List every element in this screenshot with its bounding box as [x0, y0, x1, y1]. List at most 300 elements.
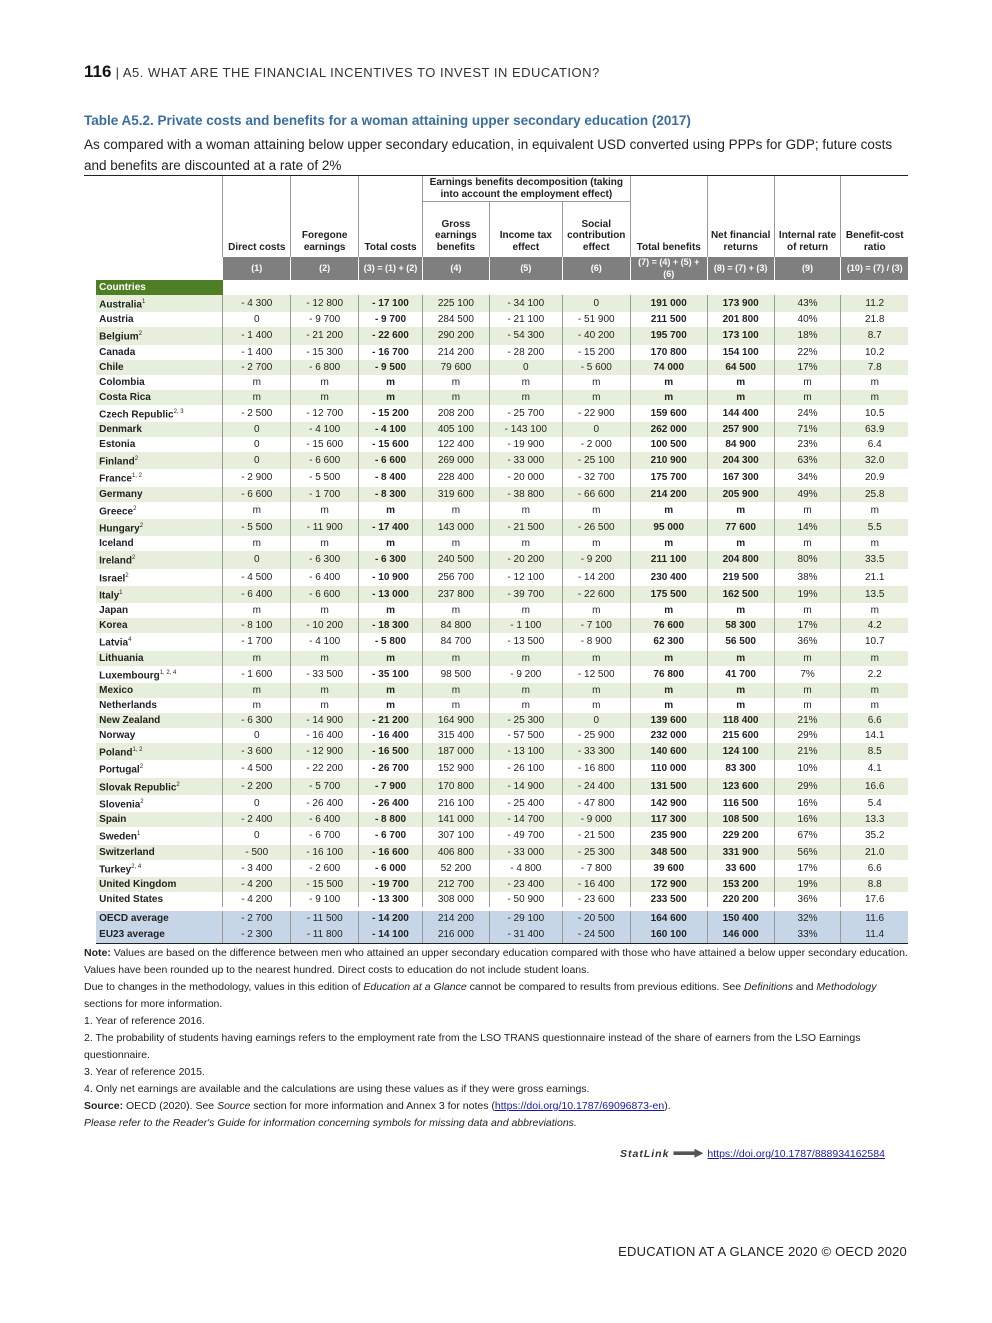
column-number: (5) [489, 257, 562, 280]
table-cell: - 16 100 [291, 845, 359, 860]
table-cell: m [291, 375, 359, 390]
country-label: Australia [99, 299, 142, 311]
table-cell: 110 000 [630, 760, 707, 777]
table-cell: 204 800 [707, 551, 774, 568]
table-cell: 17% [774, 860, 841, 877]
country-label: Israel [99, 572, 126, 584]
table-cell: - 6 400 [291, 812, 359, 827]
table-notes [84, 945, 908, 1132]
table-cell: 17% [774, 360, 841, 375]
table-row [84, 551, 908, 568]
table-cell: m [291, 502, 359, 519]
table-cell: 7.8 [841, 360, 908, 375]
country-name [96, 519, 223, 536]
table-cell: - 6 600 [291, 586, 359, 603]
table-cell: - 26 500 [562, 519, 630, 536]
table-cell: - 4 500 [223, 760, 291, 777]
footnote-1: 1. Year of reference 2016. [84, 1015, 205, 1027]
country-name [96, 827, 223, 844]
table-cell: m [359, 651, 423, 666]
table-cell: - 8 400 [359, 469, 423, 486]
table-row [84, 698, 908, 713]
footnote-marker: 2, 4 [131, 863, 142, 870]
table-cell: - 51 900 [562, 312, 630, 327]
table-cell: - 20 000 [489, 469, 562, 486]
table-cell: 36% [774, 892, 841, 907]
source-label: Source: [84, 1100, 124, 1112]
table-row [84, 312, 908, 327]
table-cell: 10.7 [841, 633, 908, 650]
oecd-column-cell [84, 327, 96, 344]
table-cell: m [630, 603, 707, 618]
table-cell: - 14 700 [489, 812, 562, 827]
country-name [96, 375, 223, 390]
table-cell: 205 900 [707, 487, 774, 502]
table-cell: 214 200 [630, 487, 707, 502]
table-cell: 17% [774, 618, 841, 633]
table-cell: - 6 400 [291, 569, 359, 586]
table-cell: - 21 200 [359, 713, 423, 728]
table-cell: - 16 600 [359, 845, 423, 860]
oecd-column-cell [84, 360, 96, 375]
oecd-column-cell [84, 728, 96, 743]
table-cell: m [841, 375, 908, 390]
table-cell: 0 [223, 452, 291, 469]
table-row [84, 437, 908, 452]
table-cell: 211 100 [630, 551, 707, 568]
table-cell: - 33 300 [562, 743, 630, 760]
table-cell: 131 500 [630, 778, 707, 795]
table-cell: m [291, 603, 359, 618]
table-cell: - 2 700 [223, 911, 291, 927]
table-cell: m [422, 502, 489, 519]
table-cell: m [223, 375, 291, 390]
section-filler [630, 280, 707, 295]
statlink-url[interactable]: https://doi.org/10.1787/888934162584 [707, 1148, 885, 1160]
table-cell: 215 600 [707, 728, 774, 743]
table-cell: m [359, 502, 423, 519]
table-cell: 233 500 [630, 892, 707, 907]
column-header: Foregone earnings [291, 176, 359, 258]
methodology-paragraph [84, 979, 908, 1013]
table-cell: 76 600 [630, 618, 707, 633]
table-cell: m [489, 603, 562, 618]
table-cell: - 13 100 [489, 743, 562, 760]
table-cell: 6.6 [841, 713, 908, 728]
oecd-column-cell [84, 345, 96, 360]
table-cell: m [841, 683, 908, 698]
source-italic: Source [217, 1100, 251, 1112]
table-cell: 0 [489, 360, 562, 375]
table-row [84, 327, 908, 344]
table-cell: - 4 200 [223, 892, 291, 907]
country-name [96, 295, 223, 312]
methodology-text: Due to changes in the methodology, values in this edition of [84, 981, 364, 993]
table-cell: - 11 800 [291, 927, 359, 944]
country-name [96, 795, 223, 812]
country-label: Italy [99, 590, 120, 602]
methodology-definitions: Definitions [743, 981, 793, 993]
country-name [96, 892, 223, 907]
table-cell: 56 500 [707, 633, 774, 650]
table-cell: 0 [223, 312, 291, 327]
table-cell: 240 500 [422, 551, 489, 568]
oecd-column-cell [84, 778, 96, 795]
table-cell: 225 100 [422, 295, 489, 312]
average-row [84, 911, 908, 927]
oecd-column-cell [84, 502, 96, 519]
table-cell: - 57 500 [489, 728, 562, 743]
footnote-marker: 1, 2 [132, 746, 143, 753]
table-cell: - 2 400 [223, 812, 291, 827]
table-cell: m [774, 698, 841, 713]
country-name [96, 651, 223, 666]
table-cell: 10% [774, 760, 841, 777]
table-cell: m [774, 683, 841, 698]
table-cell: 257 900 [707, 422, 774, 437]
table-cell: 84 900 [707, 437, 774, 452]
country-name [96, 618, 223, 633]
table-cell: - 20 200 [489, 551, 562, 568]
table-cell: 201 800 [707, 312, 774, 327]
table-cell: 235 900 [630, 827, 707, 844]
table-cell: 216 000 [422, 927, 489, 944]
section-row [84, 280, 908, 295]
table-cell: 19% [774, 586, 841, 603]
table-cell: - 9 000 [562, 812, 630, 827]
readers-guide-note [84, 1115, 908, 1132]
table-cell: 146 000 [707, 927, 774, 944]
oecd-column-cell [84, 651, 96, 666]
column-number: (8) = (7) + (3) [707, 257, 774, 280]
table-cell: 21.1 [841, 569, 908, 586]
table-cell: m [707, 683, 774, 698]
table-cell: - 6 300 [223, 713, 291, 728]
header-row-group [84, 176, 908, 202]
table-cell: - 8 800 [359, 812, 423, 827]
table-cell: m [774, 375, 841, 390]
table-cell: - 2 500 [223, 405, 291, 422]
table-cell: - 12 800 [291, 295, 359, 312]
table-row [84, 487, 908, 502]
header-separator: | [115, 65, 123, 80]
table-cell: 175 700 [630, 469, 707, 486]
table-cell: - 22 600 [562, 586, 630, 603]
table-cell: 108 500 [707, 812, 774, 827]
table-row [84, 651, 908, 666]
table-cell: - 31 400 [489, 927, 562, 944]
table-cell: - 14 900 [291, 713, 359, 728]
table-cell: m [707, 698, 774, 713]
table-cell: m [422, 651, 489, 666]
table-cell: - 16 400 [562, 877, 630, 892]
country-name [96, 877, 223, 892]
source-text-a: OECD (2020). See [123, 1100, 218, 1112]
table-cell: - 23 400 [489, 877, 562, 892]
column-number: (9) [774, 257, 841, 280]
table-cell: 212 700 [422, 877, 489, 892]
country-label: Chile [99, 361, 124, 373]
table-cell: 80% [774, 551, 841, 568]
table-cell: - 33 500 [291, 666, 359, 683]
table-cell: - 47 800 [562, 795, 630, 812]
table-cell: 8.7 [841, 327, 908, 344]
table-cell: m [223, 603, 291, 618]
average-name: OECD average [96, 911, 223, 927]
table-cell: - 3 400 [223, 860, 291, 877]
section-filler [562, 280, 630, 295]
note-paragraph [84, 945, 908, 979]
header-blank [84, 176, 223, 258]
table-cell: m [630, 683, 707, 698]
oecd-column-cell [84, 812, 96, 827]
oecd-column-cell [84, 827, 96, 844]
table-cell: - 26 400 [291, 795, 359, 812]
methodology-eag: Education at a Glance [363, 981, 467, 993]
table-cell: - 22 900 [562, 405, 630, 422]
table-cell: 14% [774, 519, 841, 536]
table-cell: m [630, 651, 707, 666]
table-cell: m [707, 536, 774, 551]
table-cell: m [422, 683, 489, 698]
table-cell: 79 600 [422, 360, 489, 375]
country-label: Hungary [99, 523, 140, 535]
oecd-column-cell [84, 452, 96, 469]
source-link[interactable]: https://doi.org/10.1787/69096873-en [494, 1100, 665, 1112]
statlink-arrow-icon [673, 1149, 703, 1158]
table-cell: m [774, 651, 841, 666]
table-row [84, 860, 908, 877]
table-cell: 140 600 [630, 743, 707, 760]
table-cell: 63% [774, 452, 841, 469]
table-cell: 142 900 [630, 795, 707, 812]
country-name [96, 860, 223, 877]
table-cell: m [223, 683, 291, 698]
country-name [96, 422, 223, 437]
table-cell: 150 400 [707, 911, 774, 927]
table-cell: 214 200 [422, 911, 489, 927]
country-name [96, 327, 223, 344]
table-cell: 52 200 [422, 860, 489, 877]
table-row [84, 892, 908, 907]
page-footer: EDUCATION AT A GLANCE 2020 © OECD 2020 [618, 1244, 907, 1259]
table-cell: 6.6 [841, 860, 908, 877]
table-row [84, 812, 908, 827]
table-cell: 0 [223, 422, 291, 437]
country-name [96, 666, 223, 683]
country-name [96, 586, 223, 603]
table-cell: 18% [774, 327, 841, 344]
table-cell: - 8 100 [223, 618, 291, 633]
table-cell: 153 200 [707, 877, 774, 892]
table-row [84, 760, 908, 777]
table-cell: - 1 600 [223, 666, 291, 683]
oecd-column-cell [84, 569, 96, 586]
footnote-marker: 1, 2, 4 [159, 669, 177, 676]
table-cell: 164 600 [630, 911, 707, 927]
table-row [84, 452, 908, 469]
table-cell: m [774, 536, 841, 551]
country-label: Norway [99, 729, 136, 741]
table-cell: m [359, 603, 423, 618]
table-cell: 32.0 [841, 452, 908, 469]
table-cell: - 10 900 [359, 569, 423, 586]
table-cell: - 2 900 [223, 469, 291, 486]
table-cell: 170 800 [630, 345, 707, 360]
table-cell: 0 [223, 795, 291, 812]
footnote-marker: 2 [140, 798, 144, 805]
table-cell: - 6 800 [291, 360, 359, 375]
note-text: Values are based on the difference between men who attained an upper secondary education compared with those who have attained a below upper secondary education. Values have been rounded up to the nearest hundred. Direct costs to education do not include student loans. [84, 947, 908, 976]
data-table-container [84, 175, 908, 944]
table-cell: - 18 300 [359, 618, 423, 633]
table-cell: - 1 400 [223, 327, 291, 344]
table-title: Table A5.2. Private costs and benefits for a woman attaining upper secondary education (2017) [84, 113, 691, 128]
table-cell: 6.4 [841, 437, 908, 452]
table-cell: - 12 100 [489, 569, 562, 586]
table-cell: 38% [774, 569, 841, 586]
table-cell: m [422, 603, 489, 618]
table-cell: - 6 400 [223, 586, 291, 603]
oecd-column-cell [84, 405, 96, 422]
country-label: Slovak Republic [99, 781, 177, 793]
table-cell: - 16 400 [291, 728, 359, 743]
average-name: EU23 average [96, 927, 223, 944]
column-header: Direct costs [223, 176, 291, 258]
country-label: Austria [99, 314, 134, 326]
country-label: Denmark [99, 423, 142, 435]
table-cell: - 4 100 [291, 422, 359, 437]
table-cell: - 3 600 [223, 743, 291, 760]
table-row [84, 390, 908, 405]
table-cell: 191 000 [630, 295, 707, 312]
table-cell: m [291, 536, 359, 551]
table-cell: m [291, 683, 359, 698]
country-name [96, 469, 223, 486]
table-cell: m [841, 651, 908, 666]
running-header [84, 62, 600, 82]
table-cell: - 19 900 [489, 437, 562, 452]
table-cell: 21.0 [841, 845, 908, 860]
table-cell: 152 900 [422, 760, 489, 777]
table-cell: m [562, 651, 630, 666]
country-label: Korea [99, 620, 128, 632]
oecd-column-cell [84, 911, 96, 927]
table-cell: 216 100 [422, 795, 489, 812]
table-cell: 43% [774, 295, 841, 312]
table-cell: 32% [774, 911, 841, 927]
table-cell: - 6 300 [291, 551, 359, 568]
table-cell: - 33 000 [489, 452, 562, 469]
country-label: Iceland [99, 538, 134, 550]
country-name [96, 743, 223, 760]
country-label: Finland [99, 456, 135, 468]
table-cell: - 15 300 [291, 345, 359, 360]
table-cell: - 26 100 [489, 760, 562, 777]
table-cell: 5.4 [841, 795, 908, 812]
table-cell: 141 000 [422, 812, 489, 827]
section-filler [291, 280, 359, 295]
table-cell: 17.6 [841, 892, 908, 907]
country-name [96, 683, 223, 698]
country-name [96, 698, 223, 713]
table-cell: 230 400 [630, 569, 707, 586]
column-header: Total benefits [630, 176, 707, 258]
footnote-3: 3. Year of reference 2015. [84, 1066, 205, 1078]
column-number: (1) [223, 257, 291, 280]
table-cell: - 6 300 [359, 551, 423, 568]
section-title: A5. WHAT ARE THE FINANCIAL INCENTIVES TO INVEST IN EDUCATION? [122, 65, 600, 80]
section-filler [489, 280, 562, 295]
table-row [84, 778, 908, 795]
table-cell: 228 400 [422, 469, 489, 486]
table-cell: m [630, 375, 707, 390]
table-cell: 40% [774, 312, 841, 327]
table-cell: 16% [774, 795, 841, 812]
column-number: (6) [562, 257, 630, 280]
table-cell: 76 800 [630, 666, 707, 683]
table-cell: m [291, 651, 359, 666]
column-header: Total costs [359, 176, 423, 258]
table-cell: 195 700 [630, 327, 707, 344]
table-cell: - 5 500 [223, 519, 291, 536]
country-name [96, 760, 223, 777]
table-cell: 84 700 [422, 633, 489, 650]
table-row [84, 469, 908, 486]
table-cell: 307 100 [422, 827, 489, 844]
oecd-column-cell [84, 892, 96, 907]
footnote-4: 4. Only net earnings are available and the calculations are using these values as if they were gross earnings. [84, 1083, 590, 1095]
table-cell: - 6 700 [291, 827, 359, 844]
table-cell: - 14 200 [359, 911, 423, 927]
table-cell: 10.2 [841, 345, 908, 360]
table-cell: - 15 600 [359, 437, 423, 452]
table-cell: 21% [774, 713, 841, 728]
table-cell: - 1 400 [223, 345, 291, 360]
table-cell: m [562, 603, 630, 618]
table-row [84, 603, 908, 618]
country-name [96, 845, 223, 860]
table-cell: 0 [223, 827, 291, 844]
table-cell: 173 900 [707, 295, 774, 312]
table-cell: 41 700 [707, 666, 774, 683]
footnote-marker: 2 [125, 572, 129, 579]
table-row [84, 360, 908, 375]
table-cell: 33% [774, 927, 841, 944]
table-cell: - 17 400 [359, 519, 423, 536]
country-label: Greece [99, 505, 134, 517]
table-cell: - 2 600 [291, 860, 359, 877]
table-cell: 11.2 [841, 295, 908, 312]
table-cell: - 2 200 [223, 778, 291, 795]
table-cell: - 6 600 [223, 487, 291, 502]
table-row [84, 422, 908, 437]
table-cell: 56% [774, 845, 841, 860]
table-cell: m [489, 502, 562, 519]
country-label: Luxembourg [99, 669, 160, 681]
country-label: Costa Rica [99, 391, 151, 403]
table-row [84, 845, 908, 860]
country-name [96, 405, 223, 422]
country-label: New Zealand [99, 714, 161, 726]
oecd-column-cell [84, 437, 96, 452]
oecd-column-cell [84, 877, 96, 892]
country-name [96, 312, 223, 327]
table-cell: m [359, 683, 423, 698]
table-cell: 0 [223, 728, 291, 743]
country-name [96, 713, 223, 728]
country-label: Poland [99, 747, 133, 759]
